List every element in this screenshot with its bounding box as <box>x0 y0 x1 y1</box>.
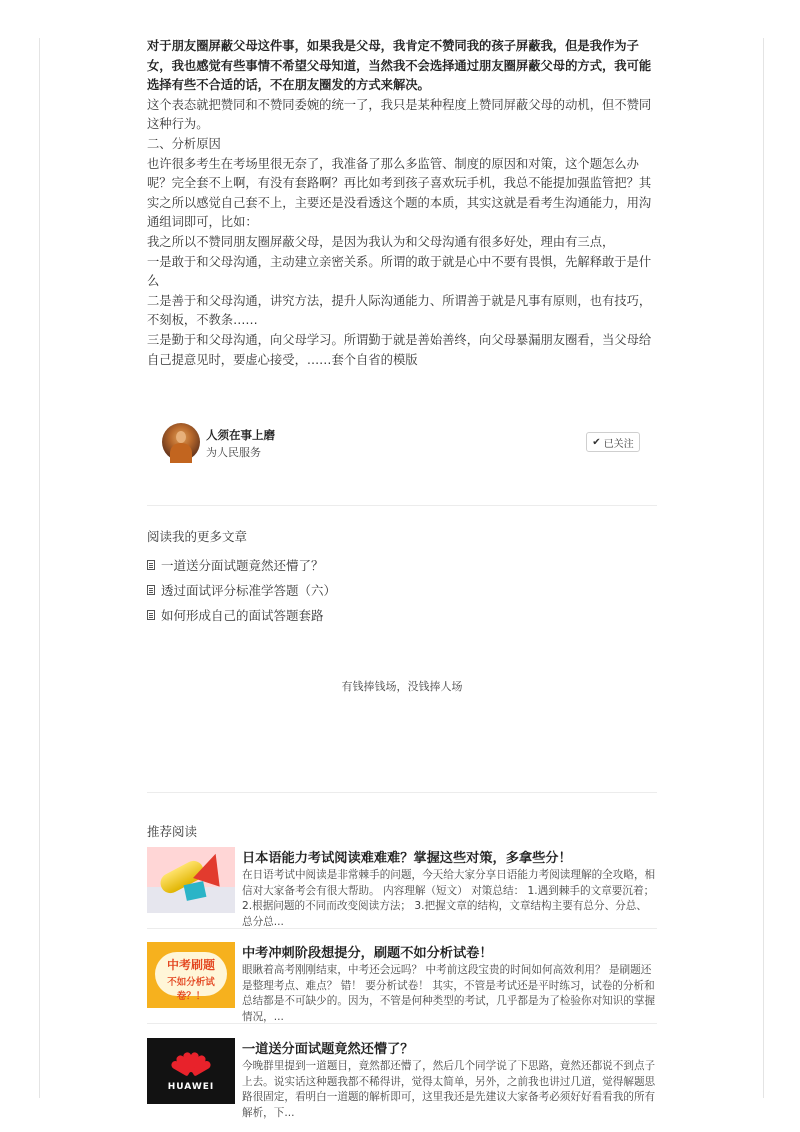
more-articles-title: 阅读我的更多文章 <box>147 529 248 544</box>
article-paragraph: 一是敢于和父母沟通，主动建立亲密关系。所谓的敢于就是心中不要有畏惧，先解释敢于是什么 <box>147 254 652 289</box>
divider <box>147 505 657 506</box>
recommended-item[interactable] <box>147 1038 657 1119</box>
thumbnail-text: 中考刷题 <box>166 958 215 972</box>
more-articles-list <box>147 552 336 627</box>
document-icon <box>147 560 155 570</box>
recommended-item-summary: 今晚群里提到一道题目，竟然都还懵了，然后几个同学说了下思路，竟然还都说不到点子上去。说实话这种题我都不稀得讲，觉得太简单，另外，之前我也讲过几道，觉得解题思路很固定，看明白一道题的解析即可，这里我还是先建议大家备考必须好好看看我的所有解析，下... <box>242 1060 656 1119</box>
divider <box>147 1023 657 1024</box>
author-description: 为人民服务 <box>206 446 261 459</box>
document-icon <box>147 610 155 620</box>
more-article-label: 透过面试评分标准学答题（六） <box>161 582 337 598</box>
article-paragraph: 对于朋友圈屏蔽父母这件事，如果我是父母，我肯定不赞同我的孩子屏蔽我，但是我作为子女，我也感觉有些事情不希望父母知道，当然我不会选择通过朋友圈屏蔽父母的方式，我可能选择有些不合适的话，不在朋友圈发的方式来解决。 <box>147 39 652 93</box>
more-article-link[interactable] <box>147 552 336 577</box>
recommended-item-summary: 眼瞅着高考刚刚结束，中考还会远吗？ 中考前这段宝贵的时间如何高效利用？ 是刷题还是整理考点、难点？ 错！ 要分析试卷！ 其实，不管是考试还是平时练习，试卷的分析和总结都是不可缺少的。因为，不管是何种类型的考试，几乎都是为了检验你对知识的掌握情况，... <box>242 964 656 1023</box>
recommended-item[interactable] <box>147 847 657 928</box>
monk-robe-shape <box>170 443 192 463</box>
follow-button[interactable] <box>586 432 640 452</box>
recommended-item-title[interactable]: 一道送分面试题竟然还懵了？ <box>242 1042 414 1057</box>
check-icon: ✔ <box>592 436 601 448</box>
more-article-label: 一道送分面试题竟然还懵了？ <box>161 557 324 573</box>
right-border <box>763 38 764 1098</box>
article-paragraph: 我之所以不赞同朋友圈屏蔽父母，是因为我认为和父母沟通有很多好处，理由有三点， <box>147 234 615 249</box>
more-article-link[interactable] <box>147 577 336 602</box>
author-name[interactable]: 人须在事上磨 <box>206 428 275 442</box>
monk-head-shape <box>176 431 186 443</box>
recommended-item-title[interactable]: 日本语能力考试阅读难难难？掌握这些对策，多拿些分！ <box>242 851 572 866</box>
divider <box>147 928 657 929</box>
recommended-item-title[interactable]: 中考冲刺阶段想提分，刷题不如分析试卷！ <box>242 946 493 961</box>
article-paragraph: 也许很多考生在考场里很无奈了，我准备了那么多监管、制度的原因和对策，这个题怎么办呢？完全套不上啊，有没有套路啊？再比如考到孩子喜欢玩手机，我总不能提加强监管把？其实之所以感觉自己套不上，主要还是没看透这个题的本质，其实这就是看考生沟通能力，用沟通组词即可，比如： <box>147 156 652 230</box>
article-paragraph: 这个表态就把赞同和不赞同委婉的统一了，我只是某种程度上赞同屏蔽父母的动机，但不赞同这种行为。 <box>147 97 652 132</box>
more-article-label: 如何形成自己的面试答题套路 <box>161 607 324 623</box>
huawei-logo-thumbnail[interactable] <box>147 1038 235 1104</box>
reward-motto: 有钱捧钱场，没钱捧人场 <box>341 680 463 693</box>
article-paragraph: 二是善于和父母沟通，讲究方法，提升人际沟通能力、所谓善于就是凡事有原则，也有技巧，不刻板，不教条…… <box>147 293 652 328</box>
exam-banner-thumbnail[interactable] <box>147 942 235 1008</box>
document-icon <box>147 585 155 595</box>
recommended-item-summary: 在日语考试中阅读是非常棘手的问题，今天给大家分享日语能力考阅读理解的全攻略，相信对大家备考会有很大帮助。 内容理解（短文） 对策总结： 1.遇到棘手的文章要沉着； 2.根据问题的不同而改变阅读方法； 3.把握文章的结构，文章结构主要有总分、分总、总分总... <box>242 869 656 928</box>
brand-wordmark: HUAWEI <box>167 1082 215 1092</box>
avatar[interactable] <box>162 423 200 461</box>
divider <box>147 792 657 793</box>
left-border <box>39 38 40 1098</box>
recommended-item[interactable] <box>147 942 657 1023</box>
recommended-title: 推荐阅读 <box>147 824 198 839</box>
article-body <box>147 37 659 370</box>
geometric-shapes-thumbnail[interactable] <box>147 847 235 913</box>
thumbnail-text: 不如分析试卷？！ <box>167 977 215 1002</box>
author-card <box>162 423 642 463</box>
section-heading: 二、分析原因 <box>147 136 221 151</box>
article-paragraph: 三是勤于和父母沟通，向父母学习。所谓勤于就是善始善终，向父母暴漏朋友圈看，当父母给自己提意见时，要虚心接受，……套个自省的模版 <box>147 332 652 367</box>
follow-button-label: 已关注 <box>603 438 634 450</box>
more-article-link[interactable] <box>147 602 336 627</box>
